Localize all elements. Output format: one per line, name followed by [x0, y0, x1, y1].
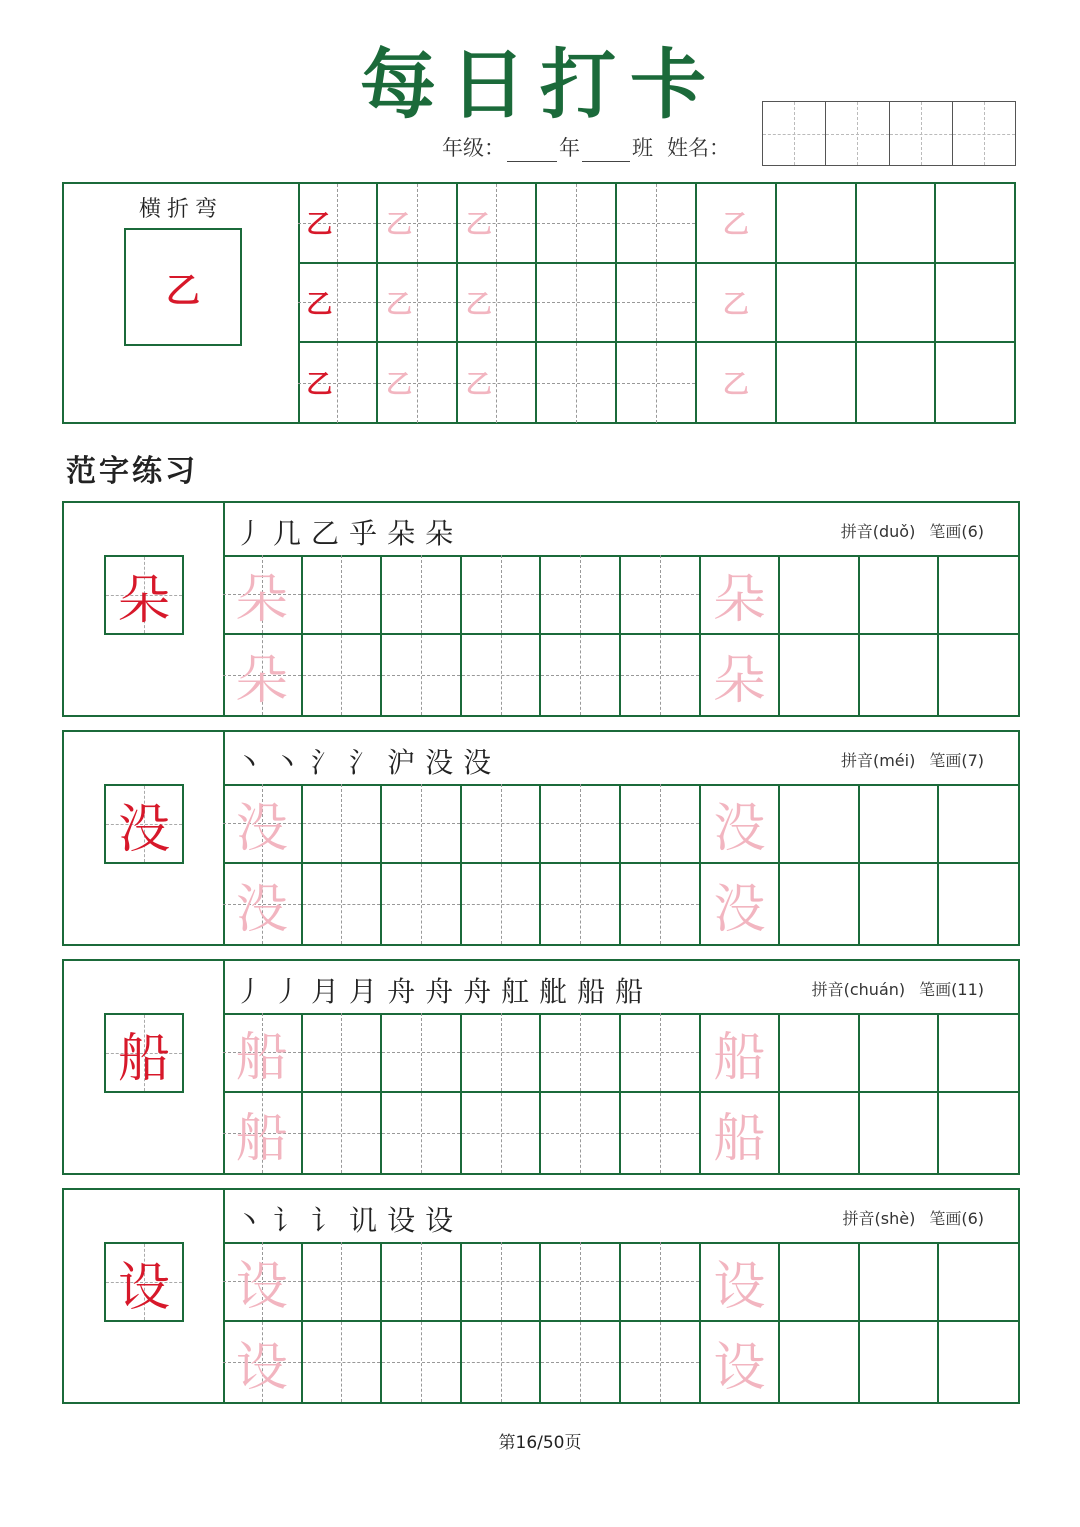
writing-grid-cell[interactable] [621, 1322, 701, 1402]
writing-grid-cell[interactable] [860, 635, 940, 715]
name-cell[interactable] [826, 102, 889, 165]
trace-glyph: 没 [713, 879, 766, 940]
stroke-order-step: 月 [311, 975, 348, 1008]
writing-grid-cell[interactable] [939, 1093, 1019, 1173]
writing-grid-cell[interactable] [382, 1013, 462, 1093]
stroke-grid-cell[interactable] [936, 184, 1016, 264]
writing-grid-cell[interactable] [223, 1242, 303, 1322]
writing-grid-cell[interactable] [462, 635, 542, 715]
stroke-grid-cell[interactable] [458, 184, 538, 264]
trace-glyph: 没 [235, 798, 288, 859]
character-demo-panel [64, 732, 225, 944]
writing-grid-cell[interactable] [303, 1242, 383, 1322]
character-demo-glyph: 没 [117, 799, 170, 860]
writing-grid-cell[interactable] [303, 864, 383, 944]
writing-grid-cell[interactable] [701, 1013, 781, 1093]
writing-grid-cell[interactable] [621, 1093, 701, 1173]
writing-grid-cell[interactable] [621, 635, 701, 715]
writing-grid-cell[interactable] [223, 1013, 303, 1093]
stroke-demo-box [124, 228, 242, 346]
writing-grid-cell[interactable] [303, 1322, 383, 1402]
writing-grid-cell[interactable] [780, 784, 860, 864]
trace-glyph: 朵 [713, 650, 766, 711]
stroke-order-step: 船 [577, 975, 614, 1008]
year-label: 年 [559, 136, 580, 160]
stroke-grid-cell[interactable] [537, 343, 617, 423]
stroke-order-step: 舭 [539, 975, 576, 1008]
character-meta [839, 748, 984, 771]
stroke-order-step: 舟 [463, 975, 500, 1008]
character-block [62, 1188, 1020, 1404]
stroke-order-step: 讠 [311, 1204, 348, 1237]
trace-glyph: 船 [713, 1108, 766, 1169]
stroke-grid-cell[interactable] [697, 184, 777, 264]
stroke-order-step: 丶 [273, 746, 310, 779]
stroke-trace-glyph: 乙 [306, 370, 333, 401]
character-block [62, 959, 1020, 1175]
character-meta [839, 519, 984, 542]
writing-grid-cell[interactable] [939, 784, 1019, 864]
writing-grid-cell[interactable] [701, 864, 781, 944]
writing-grid-cell[interactable] [860, 1242, 940, 1322]
writing-grid-cell[interactable] [382, 635, 462, 715]
writing-grid-cell[interactable] [780, 864, 860, 944]
writing-grid-cell[interactable] [939, 1013, 1019, 1093]
writing-grid-cell[interactable] [621, 555, 701, 635]
section-heading: 范字练习 [66, 454, 198, 489]
pinyin-label: 拼音(shè) [842, 1209, 916, 1228]
stroke-order-step: 设 [387, 1204, 424, 1237]
stroke-order-step: 丶 [235, 746, 272, 779]
writing-grid-cell[interactable] [541, 1013, 621, 1093]
writing-grid-cell[interactable] [541, 1322, 621, 1402]
writing-grid-cell[interactable] [303, 1013, 383, 1093]
writing-grid-cell[interactable] [303, 555, 383, 635]
stroke-order-step: 讠 [273, 1204, 310, 1237]
trace-glyph: 朵 [235, 650, 288, 711]
writing-grid-cell[interactable] [780, 1322, 860, 1402]
stroke-order-sequence [235, 741, 501, 781]
character-demo-box [104, 784, 184, 864]
stroke-count-label: 笔画(6) [929, 522, 984, 541]
writing-grid-cell[interactable] [860, 864, 940, 944]
grade-label: 年级： [442, 136, 505, 160]
stroke-grid-cell[interactable] [936, 264, 1016, 344]
stroke-trace-glyph: 乙 [465, 210, 492, 241]
writing-grid-cell[interactable] [223, 1322, 303, 1402]
stroke-order-step: 乎 [349, 517, 386, 550]
writing-grid-cell[interactable] [939, 635, 1019, 715]
writing-grid-cell[interactable] [223, 1093, 303, 1173]
stroke-order-step: 没 [425, 746, 462, 779]
character-demo-glyph: 船 [117, 1028, 170, 1089]
stroke-order-step: 几 [273, 517, 310, 550]
stroke-grid-cell[interactable] [617, 343, 697, 423]
character-demo-box [104, 555, 184, 635]
class-blank[interactable] [582, 141, 630, 162]
stroke-demo-panel [64, 184, 300, 422]
writing-grid-cell[interactable] [462, 1013, 542, 1093]
stroke-practice-section [62, 182, 1016, 424]
stroke-order-step: 没 [463, 746, 500, 779]
writing-grid-cell[interactable] [701, 1093, 781, 1173]
writing-grid-cell[interactable] [541, 864, 621, 944]
writing-grid-cell[interactable] [462, 1322, 542, 1402]
character-meta [810, 977, 984, 1000]
writing-grid-cell[interactable] [541, 635, 621, 715]
name-label: 姓名： [667, 136, 730, 160]
stroke-grid-cell[interactable] [857, 264, 937, 344]
stroke-order-step: 朵 [425, 517, 462, 550]
stroke-order-step: 朵 [387, 517, 424, 550]
stroke-grid-cell[interactable] [537, 184, 617, 264]
stroke-grid-cell[interactable] [777, 184, 857, 264]
writing-grid-cell[interactable] [541, 555, 621, 635]
writing-grid-cell[interactable] [701, 1242, 781, 1322]
trace-glyph: 没 [235, 879, 288, 940]
character-demo-box [104, 1013, 184, 1093]
stroke-grid-cell[interactable] [697, 343, 777, 423]
student-info-line [442, 132, 730, 162]
writing-grid-cell[interactable] [621, 784, 701, 864]
writing-grid-cell[interactable] [780, 555, 860, 635]
writing-grid-cell[interactable] [382, 1322, 462, 1402]
character-meta [841, 1206, 984, 1229]
writing-grid-cell[interactable] [939, 555, 1019, 635]
stroke-grid-cell[interactable] [458, 264, 538, 344]
writing-grid-cell[interactable] [303, 635, 383, 715]
stroke-grid-cell[interactable] [537, 264, 617, 344]
character-demo-panel [64, 1190, 225, 1402]
stroke-grid-cell[interactable] [857, 184, 937, 264]
stroke-trace-glyph: 乙 [386, 370, 413, 401]
stroke-trace-glyph: 乙 [465, 289, 492, 320]
writing-grid-cell[interactable] [701, 784, 781, 864]
stroke-order-step: 丿 [273, 975, 310, 1008]
writing-grid-cell[interactable] [303, 1093, 383, 1173]
writing-grid-cell[interactable] [223, 555, 303, 635]
stroke-name: 横折弯 [138, 197, 223, 222]
stroke-trace-glyph: 乙 [386, 210, 413, 241]
character-demo-panel [64, 961, 225, 1173]
stroke-trace-glyph: 乙 [465, 370, 492, 401]
writing-grid-cell[interactable] [462, 1242, 542, 1322]
writing-grid-cell[interactable] [382, 784, 462, 864]
stroke-order-row [223, 503, 1018, 557]
writing-grid-cell[interactable] [621, 1242, 701, 1322]
writing-grid-cell[interactable] [541, 1242, 621, 1322]
stroke-trace-glyph: 乙 [386, 289, 413, 320]
writing-grid-cell[interactable] [860, 1013, 940, 1093]
writing-grid-cell[interactable] [462, 864, 542, 944]
stroke-order-step: 丿 [235, 975, 272, 1008]
name-cell[interactable] [953, 102, 1015, 165]
page-footer: 第16/50页 [498, 1433, 582, 1453]
stroke-demo-glyph: 乙 [166, 270, 200, 311]
pinyin-label: 拼音(duǒ) [840, 522, 916, 541]
character-block [62, 501, 1020, 717]
writing-grid-cell[interactable] [860, 1093, 940, 1173]
stroke-grid-cell[interactable] [697, 264, 777, 344]
character-demo-glyph: 朵 [117, 570, 170, 631]
writing-grid-cell[interactable] [541, 784, 621, 864]
trace-glyph: 船 [713, 1027, 766, 1088]
stroke-order-row [223, 961, 1018, 1015]
stroke-trace-glyph: 乙 [722, 289, 749, 320]
stroke-count-label: 笔画(7) [929, 751, 984, 770]
stroke-order-step: 舡 [501, 975, 538, 1008]
name-cell[interactable] [890, 102, 953, 165]
writing-grid-cell[interactable] [462, 784, 542, 864]
character-demo-panel [64, 503, 225, 715]
stroke-grid-cell[interactable] [617, 184, 697, 264]
trace-glyph: 朵 [713, 569, 766, 630]
page-title: 每日打卡 [360, 40, 720, 129]
stroke-grid-cell[interactable] [857, 343, 937, 423]
writing-grid-cell[interactable] [780, 1242, 860, 1322]
stroke-grid-cell[interactable] [777, 343, 857, 423]
writing-grid-cell[interactable] [382, 864, 462, 944]
stroke-order-step: 乙 [311, 517, 348, 550]
writing-grid-cell[interactable] [621, 1013, 701, 1093]
character-demo-box [104, 1242, 184, 1322]
writing-grid-cell[interactable] [701, 1322, 781, 1402]
writing-grid-cell[interactable] [780, 1013, 860, 1093]
writing-grid-cell[interactable] [303, 784, 383, 864]
stroke-trace-glyph: 乙 [306, 289, 333, 320]
writing-grid-cell[interactable] [939, 1242, 1019, 1322]
stroke-order-step: 舟 [387, 975, 424, 1008]
writing-grid-cell[interactable] [382, 555, 462, 635]
stroke-order-step: 丿 [235, 517, 272, 550]
stroke-order-step: 氵 [311, 746, 348, 779]
trace-glyph: 船 [235, 1027, 288, 1088]
character-block [62, 730, 1020, 946]
stroke-count-label: 笔画(11) [919, 980, 984, 999]
stroke-order-step: 丶 [235, 1204, 272, 1237]
writing-grid-cell[interactable] [780, 1093, 860, 1173]
writing-grid-cell[interactable] [701, 635, 781, 715]
name-writing-box[interactable] [762, 101, 1016, 166]
writing-grid-cell[interactable] [382, 1242, 462, 1322]
pinyin-label: 拼音(méi) [840, 751, 916, 770]
stroke-order-step: 设 [425, 1204, 462, 1237]
stroke-grid-cell[interactable] [617, 264, 697, 344]
stroke-order-row [223, 732, 1018, 786]
grade-blank[interactable] [507, 141, 557, 162]
writing-grid-cell[interactable] [223, 864, 303, 944]
trace-glyph: 朵 [235, 569, 288, 630]
writing-grid-cell[interactable] [939, 864, 1019, 944]
trace-glyph: 没 [713, 798, 766, 859]
writing-grid-cell[interactable] [541, 1093, 621, 1173]
trace-glyph: 设 [713, 1337, 766, 1398]
stroke-count-label: 笔画(6) [929, 1209, 984, 1228]
writing-grid-cell[interactable] [223, 784, 303, 864]
class-label: 班 [632, 136, 653, 160]
stroke-order-step: 舟 [425, 975, 462, 1008]
writing-grid-cell[interactable] [462, 1093, 542, 1173]
stroke-order-row [223, 1190, 1018, 1244]
writing-grid-cell[interactable] [860, 1322, 940, 1402]
stroke-order-step: 沪 [387, 746, 424, 779]
writing-grid-cell[interactable] [223, 635, 303, 715]
writing-grid-cell[interactable] [701, 555, 781, 635]
stroke-trace-glyph: 乙 [722, 210, 749, 241]
writing-grid-cell[interactable] [621, 864, 701, 944]
writing-grid-cell[interactable] [462, 555, 542, 635]
writing-grid-cell[interactable] [382, 1093, 462, 1173]
trace-glyph: 设 [713, 1256, 766, 1317]
writing-grid-cell[interactable] [860, 555, 940, 635]
writing-grid-cell[interactable] [780, 635, 860, 715]
stroke-order-sequence [235, 512, 463, 552]
writing-grid-cell[interactable] [939, 1322, 1019, 1402]
trace-glyph: 设 [235, 1337, 288, 1398]
stroke-order-sequence [235, 970, 653, 1010]
stroke-order-step: 讥 [349, 1204, 386, 1237]
name-cell[interactable] [763, 102, 826, 165]
stroke-trace-glyph: 乙 [306, 210, 333, 241]
stroke-order-step: 月 [349, 975, 386, 1008]
stroke-grid-cell[interactable] [777, 264, 857, 344]
character-demo-glyph: 设 [117, 1257, 170, 1318]
trace-glyph: 船 [235, 1108, 288, 1169]
stroke-trace-glyph: 乙 [722, 370, 749, 401]
stroke-order-step: 船 [615, 975, 652, 1008]
stroke-grid-cell[interactable] [936, 343, 1016, 423]
pinyin-label: 拼音(chuán) [811, 980, 906, 999]
trace-glyph: 设 [235, 1256, 288, 1317]
stroke-grid-cell[interactable] [458, 343, 538, 423]
stroke-order-sequence [235, 1199, 463, 1239]
stroke-order-step: 氵 [349, 746, 386, 779]
writing-grid-cell[interactable] [860, 784, 940, 864]
